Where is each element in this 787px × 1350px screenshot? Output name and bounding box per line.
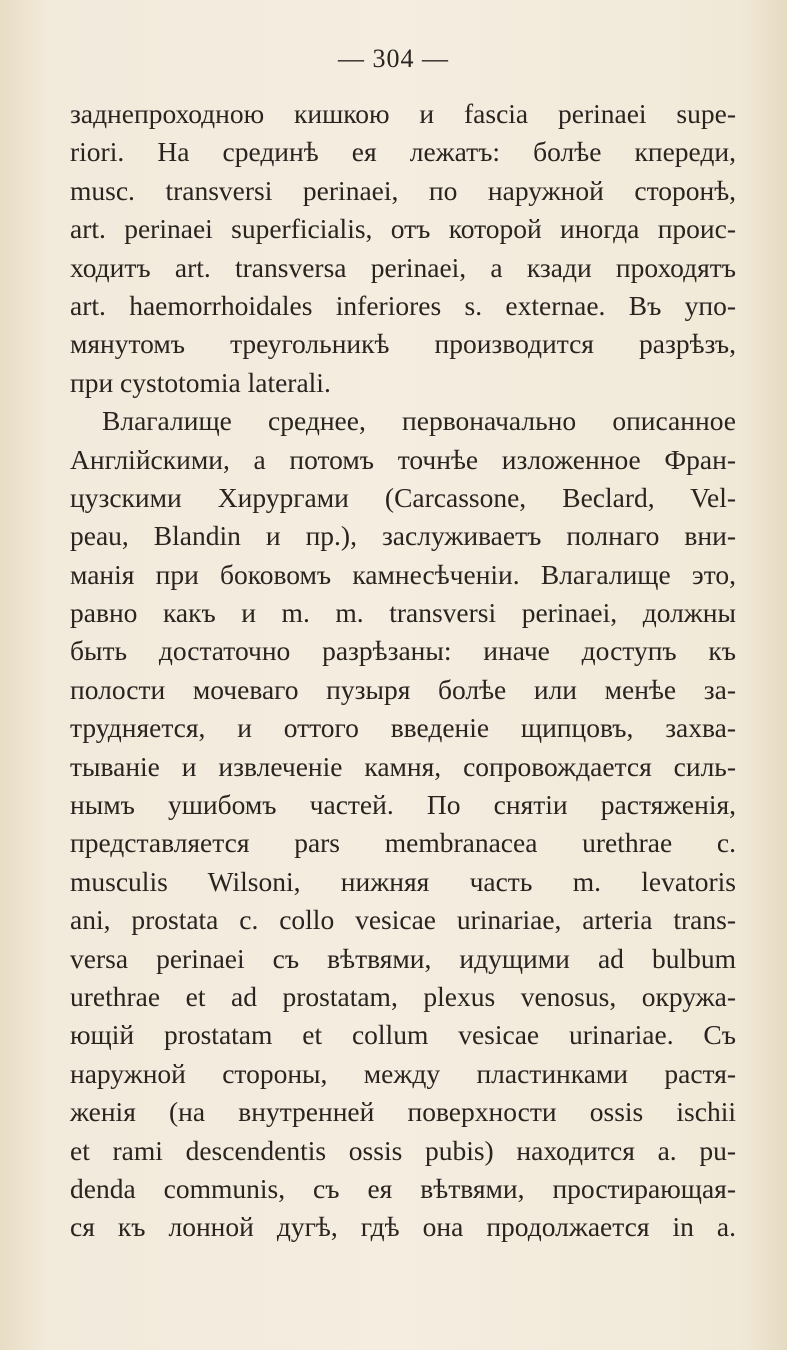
paragraph-1 bbox=[70, 95, 736, 402]
text-line: Англійскими, а потомъ точнѣе изложенное Фран- bbox=[70, 443, 736, 475]
body-text bbox=[70, 95, 736, 1247]
text-line: трудняется, и оттого введеніе щипцовъ, захва- bbox=[70, 712, 736, 744]
text-line: наружной стороны, между пластинками растя- bbox=[70, 1057, 736, 1089]
text-line: versa perinaei съ вѣтвями, идущими ad bulbum bbox=[70, 942, 736, 974]
text-line: musc. transversi perinaei, по наружной сторонѣ, bbox=[70, 174, 736, 206]
text-line: ani, prostata c. collo vesicae urinariae, arteria trans- bbox=[70, 904, 736, 936]
text-line: женія (на внутренней поверхности ossis ischii bbox=[70, 1096, 736, 1128]
text-line: et rami descendentis ossis pubis) находится a. pu- bbox=[70, 1134, 736, 1166]
paragraph-2 bbox=[70, 402, 736, 1247]
text-line: Влагалище среднее, первоначально описанное bbox=[102, 405, 736, 437]
text-line: при cystotomia laterali. bbox=[70, 366, 331, 398]
text-line: denda communis, съ ея вѣтвями, простирающая- bbox=[70, 1172, 736, 1204]
text-line: urethrae et ad prostatam, plexus venosus, окружа- bbox=[70, 980, 736, 1012]
text-line: цузскими Хирургами (Carcassone, Beclard, Vel- bbox=[70, 481, 736, 513]
text-line: art. perinaei superficialis, отъ которой иногда проис- bbox=[70, 213, 736, 245]
text-line: тываніе и извлеченіе камня, сопровождается силь- bbox=[70, 750, 736, 782]
text-line: нымъ ушибомъ частей. По снятіи растяженія, bbox=[70, 789, 736, 821]
text-line: art. haemorrhoidales inferiores s. externae. Въ упо- bbox=[70, 289, 736, 321]
text-line: быть достаточно разрѣзаны: иначе доступъ къ bbox=[70, 635, 736, 667]
text-line: представляется pars membranacea urethrae c. bbox=[70, 827, 736, 859]
text-line: riori. На срединѣ ея лежатъ: болѣе кпереди, bbox=[70, 136, 736, 168]
text-line: мянутомъ треугольникѣ производится разрѣзъ, bbox=[70, 328, 736, 360]
text-line: peau, Blandin и пр.), заслуживаетъ полнаго вни- bbox=[70, 520, 736, 552]
text-line: ся къ лонной дугѣ, гдѣ она продолжается in a. bbox=[70, 1211, 736, 1243]
text-line: равно какъ и m. m. transversi perinaei, должны bbox=[70, 597, 736, 629]
text-line: манія при боковомъ камнесѣченіи. Влагалище это, bbox=[70, 558, 736, 590]
text-line: musculis Wilsoni, нижняя часть m. levatoris bbox=[70, 865, 736, 897]
text-line: полости мочеваго пузыря болѣе или менѣе за- bbox=[70, 673, 736, 705]
page-number: — 304 — bbox=[338, 44, 449, 73]
text-line: ходитъ art. transversa perinaei, а кзади проходятъ bbox=[70, 251, 736, 283]
text-line: заднепроходною кишкою и fascia perinaei supe- bbox=[70, 98, 736, 129]
text-line: ющій prostatam et collum vesicae urinariae. Съ bbox=[70, 1019, 736, 1051]
